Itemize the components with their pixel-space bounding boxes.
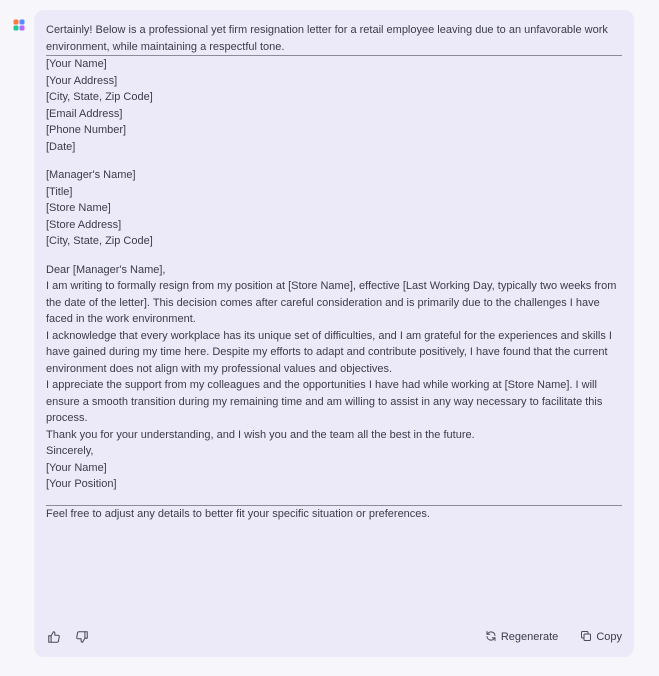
signature-block: [46, 460, 622, 493]
thumbs-up-icon[interactable]: [46, 629, 62, 645]
assistant-logo-icon: [13, 18, 25, 30]
recipient-line: [Store Address]: [46, 218, 122, 231]
sender-line: [Phone Number]: [46, 124, 127, 136]
sender-line: [Your Address]: [46, 74, 118, 87]
recipient-line: [Manager's Name]: [46, 169, 136, 181]
thumbs-down-icon[interactable]: [74, 629, 90, 645]
sender-line: [Your Name]: [46, 58, 107, 70]
recipient-line: [Store Name]: [46, 202, 111, 214]
copy-icon: [580, 630, 596, 645]
sender-line: [Email Address]: [46, 107, 123, 120]
sender-line: [City, State, Zip Code]: [46, 91, 153, 103]
regenerate-label: Regenerate: [500, 631, 559, 643]
assistant-message-card: [34, 10, 634, 657]
message-content: [46, 22, 622, 522]
letter-paragraph: I am writing to formally resign from my position at [Store Name], effective [Last Working Day, typically two weeks from the date of the letter]. This decision comes after careful consideration and is primarily due to the challenges I have faced in the work environment.: [46, 280, 617, 325]
refresh-icon: [485, 630, 501, 645]
recipient-line: [Title]: [46, 185, 73, 198]
copy-label: Copy: [596, 631, 622, 643]
copy-button[interactable]: [580, 630, 622, 645]
letter-paragraph: Thank you for your understanding, and I wish you and the team all the best in the future.: [46, 428, 475, 441]
letter-paragraph: I acknowledge that every workplace has its unique set of difficulties, and I am grateful for the experiences and skills I have gained during my time here. Despite my efforts to adapt and contribute positively, I have found that the current environment does not align with my professional values and objectives.: [46, 329, 612, 375]
regenerate-button[interactable]: [485, 630, 559, 645]
letter-paragraph: I appreciate the support from my colleagues and the opportunities I have had while working at [Store Name]. I will ensure a smooth transition during my remaining time and am willing to assist in any way necessary to facilitate this process.: [46, 379, 603, 424]
salutation: Dear [Manager's Name],: [46, 263, 166, 276]
sender-block: [46, 56, 622, 155]
recipient-line: [City, State, Zip Code]: [46, 235, 153, 247]
signature-line: [Your Position]: [46, 478, 117, 490]
footer-note: Feel free to adjust any details to better fit your specific situation or preferences.: [46, 507, 430, 520]
intro-text: Certainly! Below is a professional yet firm resignation letter for a retail employee leaving due to an unfavorable work environment, while maintaining a respectful tone.: [46, 24, 608, 53]
recipient-block: [46, 167, 622, 250]
signature-line: [Your Name]: [46, 461, 107, 474]
closing: Sincerely,: [46, 445, 94, 457]
sender-line: [Date]: [46, 140, 76, 153]
message-actions: [46, 628, 622, 646]
